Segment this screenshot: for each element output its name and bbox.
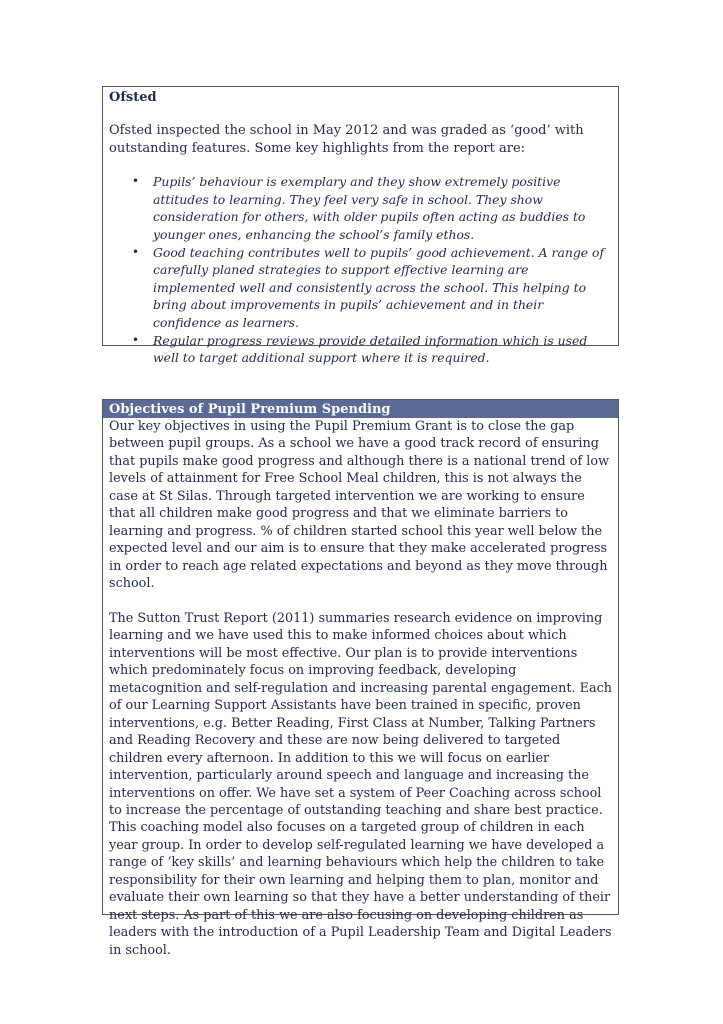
ofsted-title: Ofsted [109,90,157,105]
objectives-paragraph: The Sutton Trust Report (2011) summaries research evidence on improving learning and we have used this to make informed choices about which interventions will be most effective. Our plan is to provide interventions which predominately focus on improving feedback, developing metacognition and self-regulation and increasing parental engagement. Each of our Learning Support Assistants have been trained in specific, proven interventions, e.g. Better Reading, First Class at Number, Talking Partners and Reading Recovery and these are now being delivered to targeted children every afternoon. In addition to this we will focus on earlier intervention, particularly around speech and language and increasing the interventions on offer. We have set a system of Peer Coaching across school to increase the percentage of outstanding teaching and share best practice. This coaching model also focuses on a targeted group of children in each year group. In order to develop self-regulated learning we have developed a range of ‘key skills’ and learning behaviours which help the children to take responsibility for their own learning and helping them to plan, monitor and evaluate their own learning so that they have a better understanding of their next steps. As part of this we are also focusing on developing children as leaders with the introduction of a Pupil Leadership Team and Digital Leaders in school. [109,610,612,958]
objectives-section [102,399,619,958]
bullet-icon: • [132,332,140,347]
highlight-text: Good teaching contributes well to pupils’ good achievement. A range of carefully planed strategies to support effective learning are implemented well and consistently across the school. This helping to bring about improvements in pupils’ achievement and in their confidence as learners. [153,244,605,330]
objectives-title: Objectives of Pupil Premium Spending [103,400,618,418]
highlight-text: Regular progress reviews provide detailed information which is used well to target additional support where it is required. [153,332,588,366]
ofsted-intro: Ofsted inspected the school in May 2012 and was graded as ‘good’ with outstanding features. Some key highlights from the report are: [109,123,584,156]
highlight-item [132,244,612,332]
ofsted-section [102,86,619,366]
objectives-paragraph: Our key objectives in using the Pupil Premium Grant is to close the gap between pupil groups. As a school we have a good track record of ensuring that pupils make good progress and although there is a national trend of low levels of attainment for Free School Meal children, this is not always the case at St Silas. Through targeted intervention we are working to ensure that all children make good progress and that we eliminate barriers to learning and progress. % of children started school this year well below the expected level and our aim is to ensure that they make accelerated progress in order to reach age related expectations and beyond as they move through school. [109,419,610,592]
objectives-body [103,418,618,959]
bullet-icon: • [132,244,140,259]
highlight-text: Pupils’ behaviour is exemplary and they show extremely positive attitudes to learning. They feel very safe in school. They show consideration for others, with older pupils often acting as buddies to younger ones, enhancing the school’s family ethos. [153,174,586,242]
highlight-item [132,173,612,243]
highlight-item [132,332,612,367]
ofsted-highlights-list [109,173,612,367]
bullet-icon: • [132,174,140,189]
